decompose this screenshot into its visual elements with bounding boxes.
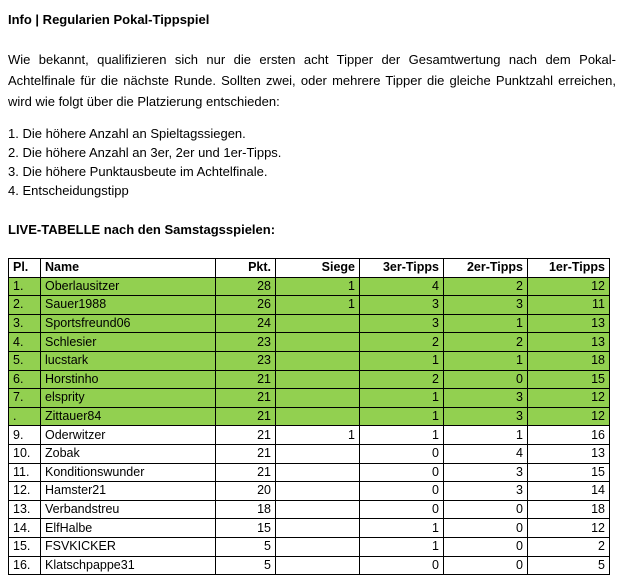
table-row bbox=[9, 407, 610, 426]
header-pkt: Pkt. bbox=[216, 259, 276, 278]
cell-name: Schlesier bbox=[41, 333, 216, 352]
header-name: Name bbox=[41, 259, 216, 278]
cell-1er-tipps: 13 bbox=[528, 314, 610, 333]
cell-platz: 14. bbox=[9, 519, 41, 538]
table-header-row bbox=[9, 259, 610, 278]
cell-1er-tipps: 11 bbox=[528, 296, 610, 315]
cell-1er-tipps: 14 bbox=[528, 482, 610, 501]
cell-platz: 7. bbox=[9, 389, 41, 408]
header-3er-tipps: 3er-Tipps bbox=[360, 259, 444, 278]
standings-table bbox=[8, 258, 610, 575]
cell-name: Verbandstreu bbox=[41, 500, 216, 519]
cell-name: Horstinho bbox=[41, 370, 216, 389]
cell-name: elsprity bbox=[41, 389, 216, 408]
cell-2er-tipps: 2 bbox=[444, 277, 528, 296]
cell-pkt: 21 bbox=[216, 389, 276, 408]
cell-name: Sportsfreund06 bbox=[41, 314, 216, 333]
cell-2er-tipps: 3 bbox=[444, 463, 528, 482]
cell-platz: 12. bbox=[9, 482, 41, 501]
cell-name: Konditionswunder bbox=[41, 463, 216, 482]
table-row bbox=[9, 500, 610, 519]
cell-platz: 2. bbox=[9, 296, 41, 315]
header-siege: Siege bbox=[276, 259, 360, 278]
intro-paragraph: Wie bekannt, qualifizieren sich nur die ersten acht Tipper der Gesamtwertung nach dem Pokal-Achtelfinale für die nächste Runde. Sollten zwei, oder mehrere Tipper die gleiche Punktzahl erreichen, wird wie folgt über die Platzierung entschieden: bbox=[8, 52, 616, 109]
cell-siege bbox=[276, 333, 360, 352]
cell-platz: 1. bbox=[9, 277, 41, 296]
cell-siege bbox=[276, 314, 360, 333]
cell-1er-tipps: 5 bbox=[528, 556, 610, 575]
cell-platz: 4. bbox=[9, 333, 41, 352]
cell-1er-tipps: 12 bbox=[528, 519, 610, 538]
cell-name: lucstark bbox=[41, 351, 216, 370]
cell-2er-tipps: 3 bbox=[444, 482, 528, 501]
cell-2er-tipps: 0 bbox=[444, 519, 528, 538]
cell-siege bbox=[276, 519, 360, 538]
cell-pkt: 5 bbox=[216, 537, 276, 556]
cell-pkt: 20 bbox=[216, 482, 276, 501]
cell-platz: 3. bbox=[9, 314, 41, 333]
cell-platz: 13. bbox=[9, 500, 41, 519]
live-table-title: LIVE-TABELLE nach den Samstagsspielen: bbox=[8, 222, 276, 237]
cell-3er-tipps: 1 bbox=[360, 407, 444, 426]
header-pl: Pl. bbox=[9, 259, 41, 278]
cell-pkt: 24 bbox=[216, 314, 276, 333]
cell-pkt: 21 bbox=[216, 407, 276, 426]
cell-2er-tipps: 3 bbox=[444, 389, 528, 408]
cell-pkt: 23 bbox=[216, 333, 276, 352]
header-2er-tipps: 2er-Tipps bbox=[444, 259, 528, 278]
cell-name: Oberlausitzer bbox=[41, 277, 216, 296]
cell-3er-tipps: 4 bbox=[360, 277, 444, 296]
rule-item: 3. Die höhere Punktausbeute im Achtelfinale. bbox=[8, 164, 268, 179]
cell-2er-tipps: 1 bbox=[444, 426, 528, 445]
cell-pkt: 21 bbox=[216, 463, 276, 482]
cell-siege: 1 bbox=[276, 426, 360, 445]
table-row bbox=[9, 370, 610, 389]
cell-2er-tipps: 3 bbox=[444, 296, 528, 315]
table-row bbox=[9, 426, 610, 445]
rule-item: 4. Entscheidungstipp bbox=[8, 183, 129, 198]
cell-siege bbox=[276, 407, 360, 426]
cell-3er-tipps: 3 bbox=[360, 296, 444, 315]
cell-name: Oderwitzer bbox=[41, 426, 216, 445]
table-row bbox=[9, 444, 610, 463]
rule-item: 2. Die höhere Anzahl an 3er, 2er und 1er-Tipps. bbox=[8, 145, 282, 160]
table-row bbox=[9, 351, 610, 370]
cell-siege bbox=[276, 500, 360, 519]
cell-pkt: 21 bbox=[216, 426, 276, 445]
cell-1er-tipps: 13 bbox=[528, 333, 610, 352]
cell-pkt: 5 bbox=[216, 556, 276, 575]
table-row bbox=[9, 277, 610, 296]
cell-3er-tipps: 2 bbox=[360, 333, 444, 352]
cell-3er-tipps: 1 bbox=[360, 351, 444, 370]
table-row bbox=[9, 389, 610, 408]
cell-3er-tipps: 1 bbox=[360, 389, 444, 408]
cell-siege bbox=[276, 482, 360, 501]
table-row bbox=[9, 463, 610, 482]
cell-name: Sauer1988 bbox=[41, 296, 216, 315]
cell-1er-tipps: 12 bbox=[528, 407, 610, 426]
cell-pkt: 18 bbox=[216, 500, 276, 519]
cell-name: ElfHalbe bbox=[41, 519, 216, 538]
cell-pkt: 26 bbox=[216, 296, 276, 315]
cell-2er-tipps: 0 bbox=[444, 500, 528, 519]
cell-platz: 5. bbox=[9, 351, 41, 370]
cell-3er-tipps: 0 bbox=[360, 482, 444, 501]
table-row bbox=[9, 482, 610, 501]
cell-siege bbox=[276, 444, 360, 463]
cell-2er-tipps: 1 bbox=[444, 314, 528, 333]
cell-1er-tipps: 18 bbox=[528, 500, 610, 519]
cell-3er-tipps: 0 bbox=[360, 463, 444, 482]
cell-2er-tipps: 4 bbox=[444, 444, 528, 463]
table-row bbox=[9, 537, 610, 556]
cell-siege bbox=[276, 537, 360, 556]
cell-platz: 16. bbox=[9, 556, 41, 575]
cell-pkt: 21 bbox=[216, 370, 276, 389]
table-row bbox=[9, 314, 610, 333]
cell-platz: 6. bbox=[9, 370, 41, 389]
standings-body bbox=[9, 277, 610, 575]
cell-2er-tipps: 0 bbox=[444, 537, 528, 556]
cell-pkt: 15 bbox=[216, 519, 276, 538]
cell-1er-tipps: 12 bbox=[528, 277, 610, 296]
cell-1er-tipps: 2 bbox=[528, 537, 610, 556]
cell-3er-tipps: 0 bbox=[360, 500, 444, 519]
cell-3er-tipps: 1 bbox=[360, 426, 444, 445]
cell-1er-tipps: 15 bbox=[528, 370, 610, 389]
table-row bbox=[9, 556, 610, 575]
cell-2er-tipps: 0 bbox=[444, 556, 528, 575]
table-row bbox=[9, 333, 610, 352]
cell-name: Hamster21 bbox=[41, 482, 216, 501]
cell-3er-tipps: 0 bbox=[360, 556, 444, 575]
cell-pkt: 23 bbox=[216, 351, 276, 370]
cell-siege bbox=[276, 463, 360, 482]
cell-1er-tipps: 18 bbox=[528, 351, 610, 370]
cell-name: Zobak bbox=[41, 444, 216, 463]
cell-3er-tipps: 1 bbox=[360, 537, 444, 556]
page-heading: Info | Regularien Pokal-Tippspiel bbox=[8, 12, 210, 27]
cell-siege bbox=[276, 370, 360, 389]
cell-siege: 1 bbox=[276, 277, 360, 296]
cell-2er-tipps: 3 bbox=[444, 407, 528, 426]
cell-1er-tipps: 12 bbox=[528, 389, 610, 408]
cell-2er-tipps: 0 bbox=[444, 370, 528, 389]
header-1er-tipps: 1er-Tipps bbox=[528, 259, 610, 278]
cell-platz: 9. bbox=[9, 426, 41, 445]
cell-1er-tipps: 15 bbox=[528, 463, 610, 482]
cell-1er-tipps: 13 bbox=[528, 444, 610, 463]
table-row bbox=[9, 519, 610, 538]
cell-1er-tipps: 16 bbox=[528, 426, 610, 445]
cell-siege bbox=[276, 556, 360, 575]
cell-3er-tipps: 3 bbox=[360, 314, 444, 333]
cell-3er-tipps: 0 bbox=[360, 444, 444, 463]
cell-pkt: 28 bbox=[216, 277, 276, 296]
cell-pkt: 21 bbox=[216, 444, 276, 463]
cell-3er-tipps: 1 bbox=[360, 519, 444, 538]
cell-name: FSVKICKER bbox=[41, 537, 216, 556]
cell-name: Klatschpappe31 bbox=[41, 556, 216, 575]
cell-siege bbox=[276, 389, 360, 408]
cell-platz: 10. bbox=[9, 444, 41, 463]
cell-platz: . bbox=[9, 407, 41, 426]
cell-3er-tipps: 2 bbox=[360, 370, 444, 389]
rule-item: 1. Die höhere Anzahl an Spieltagssiegen. bbox=[8, 126, 246, 141]
cell-2er-tipps: 2 bbox=[444, 333, 528, 352]
cell-2er-tipps: 1 bbox=[444, 351, 528, 370]
tiebreak-rules-list bbox=[8, 124, 281, 200]
cell-platz: 15. bbox=[9, 537, 41, 556]
cell-platz: 11. bbox=[9, 463, 41, 482]
cell-name: Zittauer84 bbox=[41, 407, 216, 426]
table-row bbox=[9, 296, 610, 315]
cell-siege: 1 bbox=[276, 296, 360, 315]
cell-siege bbox=[276, 351, 360, 370]
